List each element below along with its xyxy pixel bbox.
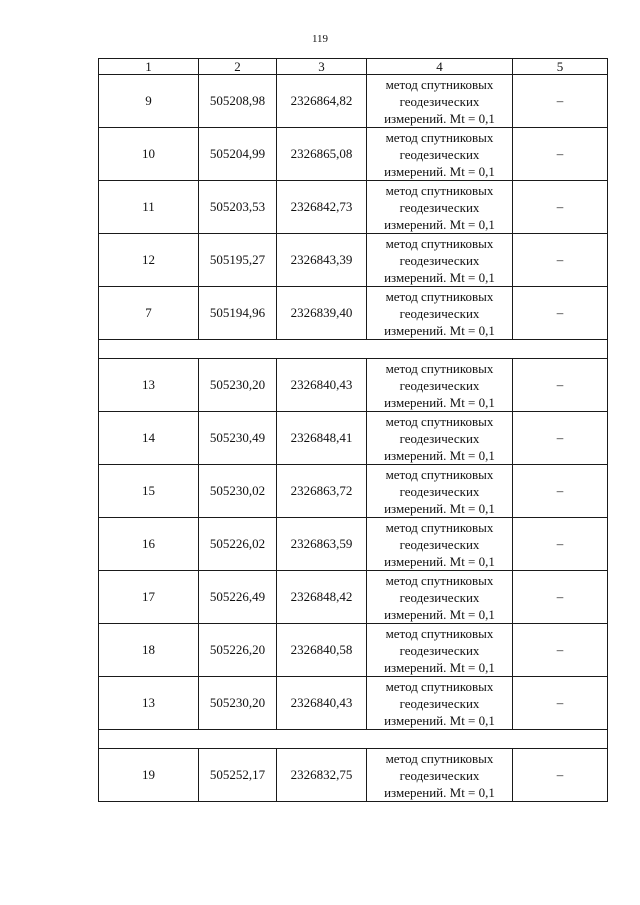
- accuracy-cell: –: [513, 465, 608, 518]
- table-row: [99, 571, 608, 624]
- accuracy-cell: –: [513, 677, 608, 730]
- accuracy-cell: –: [513, 412, 608, 465]
- point-number-cell: 16: [99, 518, 199, 571]
- y-coordinate-cell: 2326865,08: [277, 128, 367, 181]
- method-cell: [367, 465, 513, 518]
- coordinates-table-body: [99, 59, 608, 802]
- table-row: [99, 465, 608, 518]
- group-separator-row: [99, 340, 608, 359]
- method-cell: [367, 518, 513, 571]
- y-coordinate-cell: 2326848,41: [277, 412, 367, 465]
- method-text-line: измерений. Mt = 0,1: [384, 269, 495, 285]
- point-number-cell: 18: [99, 624, 199, 677]
- table-row: [99, 128, 608, 181]
- method-cell: [367, 287, 513, 340]
- method-text-line: геодезических: [399, 695, 480, 711]
- method-text-line: геодезических: [399, 199, 480, 215]
- header-cell: 3: [277, 59, 367, 75]
- point-number-cell: 12: [99, 234, 199, 287]
- table-row: [99, 624, 608, 677]
- accuracy-cell: –: [513, 359, 608, 412]
- method-text-line: геодезических: [399, 252, 480, 268]
- header-cell: 5: [513, 59, 608, 75]
- method-text-line: метод спутниковых: [385, 235, 494, 251]
- method-text-line: измерений. Mt = 0,1: [384, 784, 495, 800]
- point-number-cell: 19: [99, 749, 199, 802]
- table-row: [99, 677, 608, 730]
- group-separator-cell: [99, 730, 608, 749]
- accuracy-cell: –: [513, 75, 608, 128]
- method-cell: [367, 359, 513, 412]
- method-text-line: метод спутниковых: [385, 360, 494, 376]
- y-coordinate-cell: 2326832,75: [277, 749, 367, 802]
- x-coordinate-cell: 505194,96: [199, 287, 277, 340]
- accuracy-cell: –: [513, 571, 608, 624]
- method-text-line: метод спутниковых: [385, 288, 494, 304]
- method-text-line: метод спутниковых: [385, 750, 494, 766]
- y-coordinate-cell: 2326840,58: [277, 624, 367, 677]
- table-row: [99, 518, 608, 571]
- method-text-line: измерений. Mt = 0,1: [384, 447, 495, 463]
- x-coordinate-cell: 505226,20: [199, 624, 277, 677]
- method-text-line: метод спутниковых: [385, 182, 494, 198]
- point-number-cell: 11: [99, 181, 199, 234]
- table-row: [99, 234, 608, 287]
- method-text-line: геодезических: [399, 305, 480, 321]
- method-text-line: геодезических: [399, 767, 480, 783]
- method-text-line: измерений. Mt = 0,1: [384, 322, 495, 338]
- x-coordinate-cell: 505230,20: [199, 359, 277, 412]
- method-text-line: геодезических: [399, 642, 480, 658]
- header-cell: 4: [367, 59, 513, 75]
- table-row: [99, 287, 608, 340]
- method-text-line: геодезических: [399, 483, 480, 499]
- x-coordinate-cell: 505195,27: [199, 234, 277, 287]
- method-text-line: измерений. Mt = 0,1: [384, 500, 495, 516]
- method-text-line: измерений. Mt = 0,1: [384, 163, 495, 179]
- point-number-cell: 10: [99, 128, 199, 181]
- x-coordinate-cell: 505226,49: [199, 571, 277, 624]
- method-text-line: измерений. Mt = 0,1: [384, 110, 495, 126]
- method-cell: [367, 677, 513, 730]
- group-separator-row: [99, 730, 608, 749]
- x-coordinate-cell: 505230,02: [199, 465, 277, 518]
- method-cell: [367, 234, 513, 287]
- method-text-line: измерений. Mt = 0,1: [384, 394, 495, 410]
- method-text-line: измерений. Mt = 0,1: [384, 659, 495, 675]
- point-number-cell: 14: [99, 412, 199, 465]
- method-text-line: измерений. Mt = 0,1: [384, 712, 495, 728]
- accuracy-cell: –: [513, 128, 608, 181]
- header-row: [99, 59, 608, 75]
- y-coordinate-cell: 2326840,43: [277, 677, 367, 730]
- method-cell: [367, 571, 513, 624]
- method-text-line: метод спутниковых: [385, 572, 494, 588]
- x-coordinate-cell: 505203,53: [199, 181, 277, 234]
- accuracy-cell: –: [513, 749, 608, 802]
- table-row: [99, 75, 608, 128]
- method-text-line: метод спутниковых: [385, 466, 494, 482]
- accuracy-cell: –: [513, 234, 608, 287]
- method-cell: [367, 412, 513, 465]
- method-cell: [367, 624, 513, 677]
- table-row: [99, 181, 608, 234]
- x-coordinate-cell: 505204,99: [199, 128, 277, 181]
- y-coordinate-cell: 2326848,42: [277, 571, 367, 624]
- point-number-cell: 9: [99, 75, 199, 128]
- x-coordinate-cell: 505252,17: [199, 749, 277, 802]
- method-cell: [367, 181, 513, 234]
- y-coordinate-cell: 2326843,39: [277, 234, 367, 287]
- y-coordinate-cell: 2326839,40: [277, 287, 367, 340]
- accuracy-cell: –: [513, 624, 608, 677]
- header-cell: 2: [199, 59, 277, 75]
- page-number: 119: [311, 33, 329, 45]
- accuracy-cell: –: [513, 181, 608, 234]
- method-cell: [367, 749, 513, 802]
- method-cell: [367, 128, 513, 181]
- method-text-line: метод спутниковых: [385, 76, 494, 92]
- point-number-cell: 7: [99, 287, 199, 340]
- table-row: [99, 749, 608, 802]
- x-coordinate-cell: 505208,98: [199, 75, 277, 128]
- y-coordinate-cell: 2326863,72: [277, 465, 367, 518]
- method-cell: [367, 75, 513, 128]
- accuracy-cell: –: [513, 518, 608, 571]
- method-text-line: метод спутниковых: [385, 625, 494, 641]
- point-number-cell: 17: [99, 571, 199, 624]
- method-text-line: метод спутниковых: [385, 129, 494, 145]
- method-text-line: измерений. Mt = 0,1: [384, 216, 495, 232]
- group-separator-cell: [99, 340, 608, 359]
- y-coordinate-cell: 2326840,43: [277, 359, 367, 412]
- method-text-line: геодезических: [399, 430, 480, 446]
- x-coordinate-cell: 505230,49: [199, 412, 277, 465]
- method-text-line: измерений. Mt = 0,1: [384, 606, 495, 622]
- x-coordinate-cell: 505230,20: [199, 677, 277, 730]
- point-number-cell: 13: [99, 677, 199, 730]
- table-row: [99, 412, 608, 465]
- x-coordinate-cell: 505226,02: [199, 518, 277, 571]
- point-number-cell: 13: [99, 359, 199, 412]
- method-text-line: геодезических: [399, 589, 480, 605]
- method-text-line: геодезических: [399, 93, 480, 109]
- method-text-line: измерений. Mt = 0,1: [384, 553, 495, 569]
- coordinates-table: [98, 58, 608, 802]
- method-text-line: метод спутниковых: [385, 413, 494, 429]
- point-number-cell: 15: [99, 465, 199, 518]
- method-text-line: метод спутниковых: [385, 678, 494, 694]
- header-cell: 1: [99, 59, 199, 75]
- y-coordinate-cell: 2326863,59: [277, 518, 367, 571]
- y-coordinate-cell: 2326864,82: [277, 75, 367, 128]
- method-text-line: метод спутниковых: [385, 519, 494, 535]
- accuracy-cell: –: [513, 287, 608, 340]
- y-coordinate-cell: 2326842,73: [277, 181, 367, 234]
- table-row: [99, 359, 608, 412]
- method-text-line: геодезических: [399, 377, 480, 393]
- method-text-line: геодезических: [399, 536, 480, 552]
- method-text-line: геодезических: [399, 146, 480, 162]
